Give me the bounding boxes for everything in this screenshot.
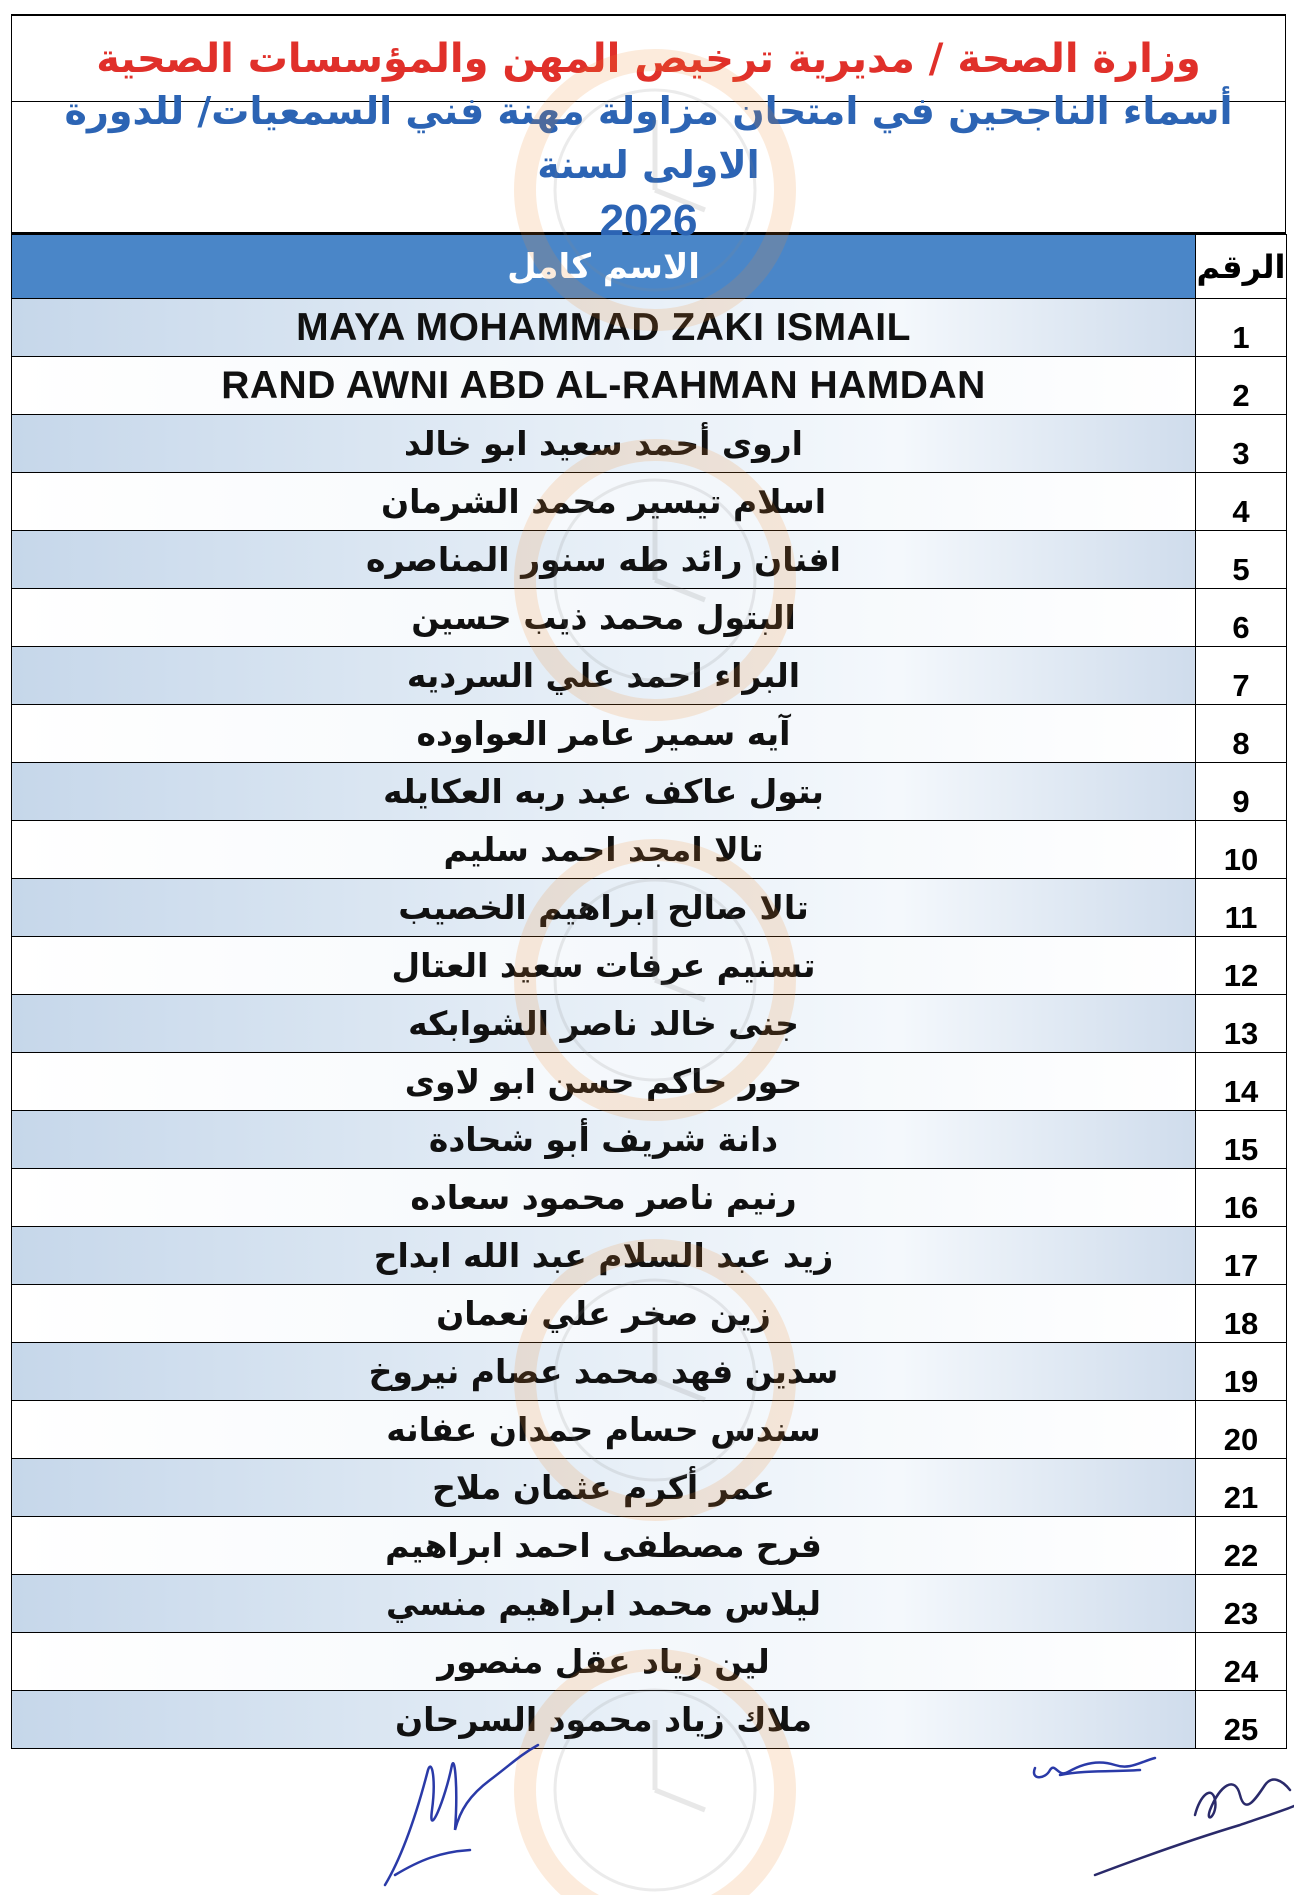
candidate-number: 9 bbox=[1196, 763, 1287, 821]
table-row bbox=[12, 1633, 1287, 1691]
table-row bbox=[12, 299, 1287, 357]
candidate-number: 20 bbox=[1196, 1401, 1287, 1459]
candidate-name: عمر أكرم عثمان ملاح bbox=[12, 1459, 1196, 1517]
candidate-name: تالا صالح ابراهيم الخصيب bbox=[12, 879, 1196, 937]
candidate-number: 4 bbox=[1196, 473, 1287, 531]
candidate-name: فرح مصطفى احمد ابراهيم bbox=[12, 1517, 1196, 1575]
candidate-number: 14 bbox=[1196, 1053, 1287, 1111]
candidate-number: 23 bbox=[1196, 1575, 1287, 1633]
candidate-number: 5 bbox=[1196, 531, 1287, 589]
candidate-number: 24 bbox=[1196, 1633, 1287, 1691]
table-row bbox=[12, 1285, 1287, 1343]
candidate-name: RAND AWNI ABD AL-RAHMAN HAMDAN bbox=[12, 357, 1196, 415]
candidate-number: 16 bbox=[1196, 1169, 1287, 1227]
table-row bbox=[12, 995, 1287, 1053]
table-row bbox=[12, 937, 1287, 995]
candidate-name: افنان رائد طه سنور المناصره bbox=[12, 531, 1196, 589]
candidate-name: جنى خالد ناصر الشوابكه bbox=[12, 995, 1196, 1053]
list-title: أسماء الناجحين في امتحان مزاولة مهنة فني السمعيات/ للدورة الاولى لسنة bbox=[64, 89, 1233, 187]
table-row bbox=[12, 879, 1287, 937]
candidate-number: 13 bbox=[1196, 995, 1287, 1053]
candidate-name: البتول محمد ذيب حسين bbox=[12, 589, 1196, 647]
table-row bbox=[12, 1111, 1287, 1169]
candidate-name: حور حاكم حسن ابو لاوى bbox=[12, 1053, 1196, 1111]
candidate-name: بتول عاكف عبد ربه العكايله bbox=[12, 763, 1196, 821]
candidate-number: 15 bbox=[1196, 1111, 1287, 1169]
candidate-name: البراء احمد علي السرديه bbox=[12, 647, 1196, 705]
table-row bbox=[12, 705, 1287, 763]
candidate-name: زين صخر علي نعمان bbox=[12, 1285, 1196, 1343]
candidate-number: 1 bbox=[1196, 299, 1287, 357]
candidate-number: 11 bbox=[1196, 879, 1287, 937]
table-row bbox=[12, 1401, 1287, 1459]
candidate-number: 21 bbox=[1196, 1459, 1287, 1517]
candidate-name: زيد عبد السلام عبد الله ابداح bbox=[12, 1227, 1196, 1285]
table-row bbox=[12, 763, 1287, 821]
signature-right-bottom bbox=[1095, 1780, 1294, 1875]
candidate-name: تسنيم عرفات سعيد العتال bbox=[12, 937, 1196, 995]
column-header-full-name: الاسم كامل bbox=[12, 235, 1196, 299]
candidate-number: 17 bbox=[1196, 1227, 1287, 1285]
table-row bbox=[12, 647, 1287, 705]
candidate-name: تالا امجد احمد سليم bbox=[12, 821, 1196, 879]
candidate-number: 22 bbox=[1196, 1517, 1287, 1575]
candidate-name: رنيم ناصر محمود سعاده bbox=[12, 1169, 1196, 1227]
candidate-name: ملاك زياد محمود السرحان bbox=[12, 1691, 1196, 1749]
column-header-number: الرقم bbox=[1196, 235, 1287, 299]
candidate-number: 18 bbox=[1196, 1285, 1287, 1343]
table-row bbox=[12, 821, 1287, 879]
candidate-name: ليلاس محمد ابراهيم منسي bbox=[12, 1575, 1196, 1633]
candidate-number: 12 bbox=[1196, 937, 1287, 995]
list-title-header bbox=[11, 89, 1286, 245]
table-row bbox=[12, 1227, 1287, 1285]
signatures-area bbox=[0, 1740, 1294, 1895]
candidate-number: 7 bbox=[1196, 647, 1287, 705]
candidate-number: 19 bbox=[1196, 1343, 1287, 1401]
candidate-number: 25 bbox=[1196, 1691, 1287, 1749]
candidate-name: سندس حسام حمدان عفانه bbox=[12, 1401, 1196, 1459]
table-row bbox=[12, 1575, 1287, 1633]
table-row bbox=[12, 473, 1287, 531]
table-row bbox=[12, 415, 1287, 473]
candidate-name: سدين فهد محمد عصام نيروخ bbox=[12, 1343, 1196, 1401]
candidate-number: 10 bbox=[1196, 821, 1287, 879]
table-row bbox=[12, 1169, 1287, 1227]
candidate-name: دانة شريف أبو شحادة bbox=[12, 1111, 1196, 1169]
candidate-name: MAYA MOHAMMAD ZAKI ISMAIL bbox=[12, 299, 1196, 357]
table-body bbox=[12, 299, 1287, 1749]
table-row bbox=[12, 531, 1287, 589]
successful-candidates-table bbox=[11, 234, 1287, 1749]
table-row bbox=[12, 1053, 1287, 1111]
document-page bbox=[11, 14, 1286, 1749]
candidate-name: لين زياد عقل منصور bbox=[12, 1633, 1196, 1691]
list-year: 2026 bbox=[599, 196, 698, 245]
signature-left bbox=[385, 1745, 538, 1885]
candidate-number: 8 bbox=[1196, 705, 1287, 763]
table-row bbox=[12, 1459, 1287, 1517]
candidate-name: اسلام تيسير محمد الشرمان bbox=[12, 473, 1196, 531]
table-row bbox=[12, 589, 1287, 647]
candidate-number: 2 bbox=[1196, 357, 1287, 415]
candidate-number: 3 bbox=[1196, 415, 1287, 473]
candidate-number: 6 bbox=[1196, 589, 1287, 647]
signature-right-top bbox=[1034, 1758, 1155, 1777]
candidate-name: اروى أحمد سعيد ابو خالد bbox=[12, 415, 1196, 473]
table-row bbox=[12, 1343, 1287, 1401]
candidate-name: آيه سمير عامر العواوده bbox=[12, 705, 1196, 763]
ministry-title: وزارة الصحة / مديرية ترخيص المهن والمؤسسات الصحية bbox=[96, 35, 1201, 82]
table-row bbox=[12, 1517, 1287, 1575]
table-row bbox=[12, 357, 1287, 415]
